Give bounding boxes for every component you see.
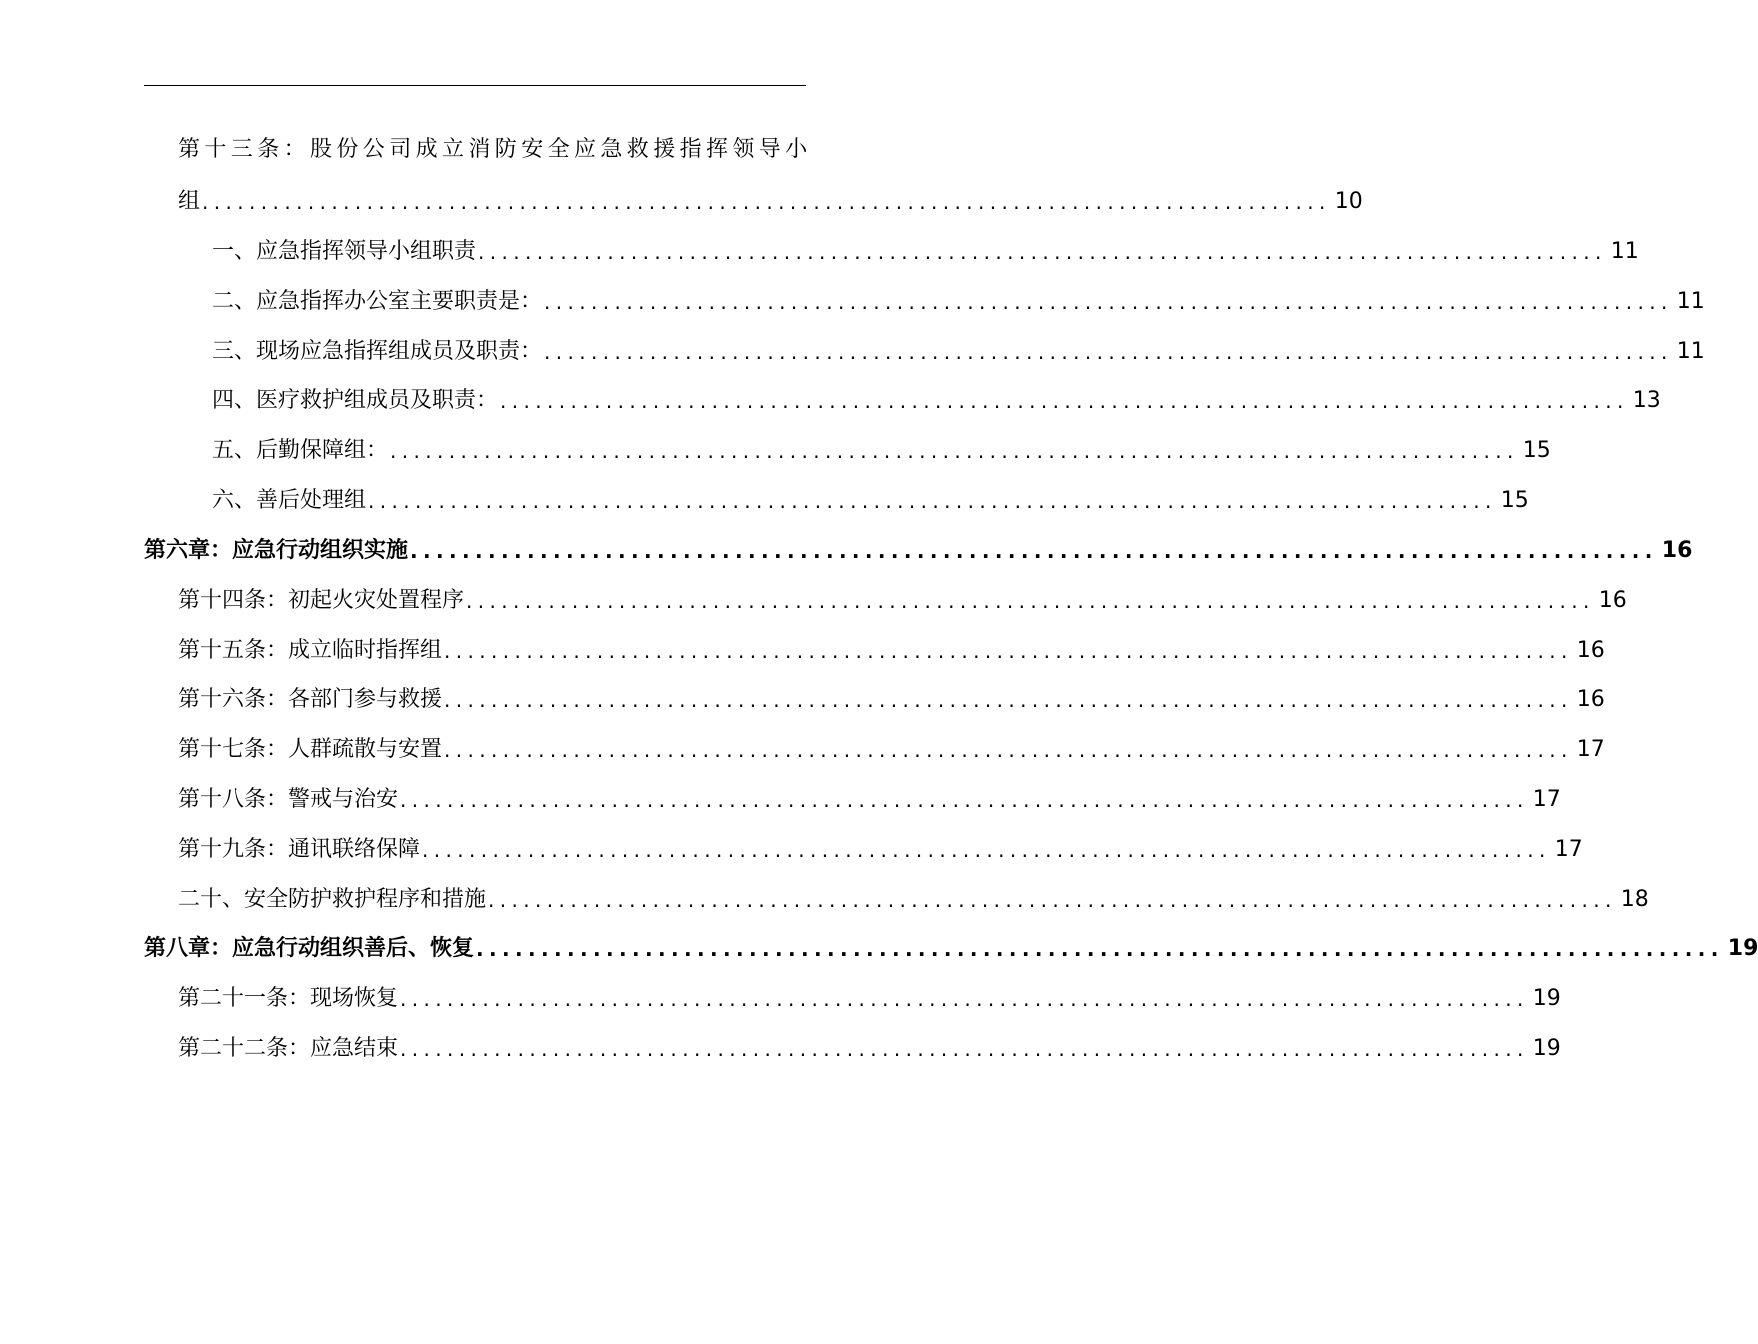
toc-entry[interactable]	[212, 282, 1705, 316]
toc-page-number: 16	[1576, 638, 1605, 663]
toc-entry-label: 五、后勤保障组：	[212, 438, 389, 463]
toc-entry[interactable]	[178, 730, 1605, 764]
toc-page-number: 19	[1727, 936, 1758, 961]
toc-entry[interactable]	[178, 182, 1363, 216]
dot-leader: ................................................................................................	[202, 190, 1331, 214]
toc-page-number: 19	[1532, 1036, 1561, 1061]
toc-entry[interactable]	[212, 481, 1529, 515]
dot-leader: ................................................................................................	[444, 688, 1573, 712]
toc-page-number: 11	[1676, 289, 1705, 314]
toc-entry-label: 第十八条：警戒与治安	[178, 787, 399, 812]
dot-leader: ................................................................................................	[422, 838, 1551, 862]
toc-entry-label: 第十四条：初起火灾处置程序	[178, 588, 465, 613]
toc-page-number: 16	[1576, 687, 1605, 712]
dot-leader: ................................................................................................	[368, 489, 1497, 513]
toc-entry-label: 第二十二条：应急结束	[178, 1036, 399, 1061]
dot-leader: ................................................................................................	[400, 788, 1529, 812]
toc-entry-label: 第十六条：各部门参与救援	[178, 687, 443, 712]
toc-entry[interactable]	[178, 979, 1561, 1013]
toc-page-number: 11	[1676, 339, 1705, 364]
toc-chapter-entry[interactable]	[144, 929, 1758, 963]
dot-leader: ................................................................................................	[410, 539, 1658, 563]
toc-entry[interactable]	[212, 232, 1639, 266]
toc-page-number: 17	[1532, 787, 1561, 812]
toc-entry-label: 三、现场应急指挥组成员及职责：	[212, 339, 543, 364]
dot-leader: ................................................................................................	[476, 937, 1724, 961]
toc-page-number: 16	[1661, 538, 1693, 563]
toc-entry[interactable]	[178, 581, 1627, 615]
dot-leader: ................................................................................................	[444, 738, 1573, 762]
toc-entry-label: 第六章：应急行动组织实施	[144, 538, 409, 563]
toc-entry-line1[interactable]	[178, 133, 812, 167]
toc-entry[interactable]	[178, 830, 1583, 864]
toc-entry-label: 第十三条：股份公司成立消防安全应急救援指挥领导小	[178, 137, 812, 162]
toc-entry-label: 组	[178, 189, 201, 214]
dot-leader: ................................................................................................	[444, 639, 1573, 663]
dot-leader: ................................................................................................	[400, 987, 1529, 1011]
toc-chapter-entry[interactable]	[144, 531, 1693, 565]
toc-page-number: 18	[1620, 887, 1649, 912]
toc-page-number: 19	[1532, 986, 1561, 1011]
dot-leader: ................................................................................................	[544, 340, 1673, 364]
toc-page-number: 17	[1554, 837, 1583, 862]
toc-entry-label: 四、医疗救护组成员及职责：	[212, 388, 499, 413]
toc-entry-label: 第十五条：成立临时指挥组	[178, 638, 443, 663]
dot-leader: ................................................................................................	[400, 1037, 1529, 1061]
dot-leader: ................................................................................................	[488, 888, 1617, 912]
toc-entry-label: 第十九条：通讯联络保障	[178, 837, 421, 862]
toc-entry[interactable]	[178, 780, 1561, 814]
toc-entry-label: 二十、安全防护救护程序和措施	[178, 887, 487, 912]
toc-page-number: 13	[1632, 388, 1661, 413]
toc-page-number: 10	[1334, 189, 1363, 214]
toc-entry-label: 第八章：应急行动组织善后、恢复	[144, 936, 475, 961]
toc-page-number: 11	[1610, 239, 1639, 264]
toc-entry-label: 第十七条：人群疏散与安置	[178, 737, 443, 762]
toc-entry-label: 第二十一条：现场恢复	[178, 986, 399, 1011]
toc-entry-label: 一、应急指挥领导小组职责	[212, 239, 477, 264]
toc-entry[interactable]	[212, 332, 1705, 366]
toc-page-number: 15	[1500, 488, 1529, 513]
toc-entry[interactable]	[178, 880, 1649, 914]
toc-page-number: 15	[1522, 438, 1551, 463]
dot-leader: ................................................................................................	[466, 589, 1595, 613]
toc-entry[interactable]	[212, 431, 1551, 465]
toc-entry[interactable]	[178, 631, 1605, 665]
toc-entry[interactable]	[178, 1029, 1561, 1063]
toc-page-number: 17	[1576, 737, 1605, 762]
toc-entry[interactable]	[178, 680, 1605, 714]
header-rule	[144, 85, 806, 86]
toc-entry[interactable]	[212, 381, 1661, 415]
dot-leader: ................................................................................................	[390, 439, 1519, 463]
dot-leader: ................................................................................................	[544, 290, 1673, 314]
toc-page-number: 16	[1598, 588, 1627, 613]
dot-leader: ................................................................................................	[478, 240, 1607, 264]
toc-entry-label: 六、善后处理组	[212, 488, 367, 513]
dot-leader: ................................................................................................	[500, 389, 1629, 413]
toc-entry-label: 二、应急指挥办公室主要职责是：	[212, 289, 543, 314]
